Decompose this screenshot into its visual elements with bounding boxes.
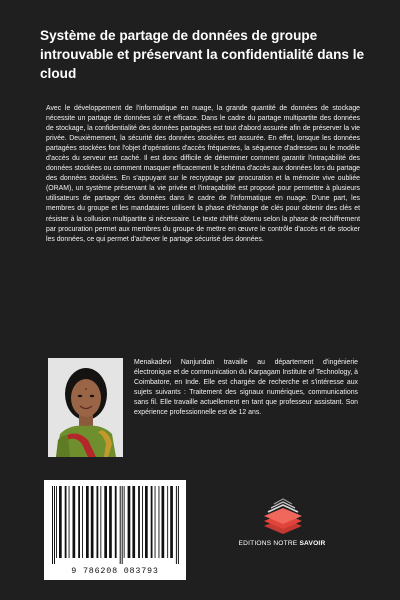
publisher-name xyxy=(222,540,342,547)
barcode-bar xyxy=(100,486,101,558)
barcode-bar xyxy=(59,486,62,558)
publisher-name-suffix: SAVOIR xyxy=(299,540,326,547)
publisher-logo-icon xyxy=(258,496,308,536)
barcode-bar xyxy=(167,486,168,558)
barcode-bar xyxy=(176,486,177,564)
barcode-bars xyxy=(44,480,186,568)
barcode-bar xyxy=(73,486,76,558)
barcode-bar xyxy=(120,486,121,564)
barcode-bar xyxy=(56,486,57,558)
barcode-bar xyxy=(159,486,160,558)
book-title: Système de partage de données de groupe introuvable et préservant la confidentialité dans le cloud xyxy=(40,28,365,81)
barcode-bar xyxy=(128,486,131,558)
barcode-bar xyxy=(97,486,99,558)
barcode-bar xyxy=(145,486,148,558)
barcode-bar xyxy=(178,486,179,564)
barcode-bar xyxy=(142,486,143,558)
barcode-bar xyxy=(52,486,53,564)
barcode-bar xyxy=(124,486,125,558)
barcode-bar xyxy=(155,486,156,558)
barcode-bar xyxy=(109,486,112,558)
barcode-bar xyxy=(78,486,80,558)
barcode-bar xyxy=(138,486,140,558)
barcode-bar xyxy=(86,486,89,558)
synopsis-text: Avec le développement de l'informatique en nuage, la grande quantité de données de stockage nécessite un partage de données sûr et efficace. Dans le cadre du partage multipartite des données de stockage, la confidentialité des données partagées est tout d'abord assurée afin de préserver la vie privée. Deuxièmement, la sécurité des données stockées est assurée. En effet, lorsque les données partagées stockées font l'objet d'opérations d'accès fréquentes, la séquence d'adresses ou le modèle d'accès du serveur est caché. Il est donc difficile de déterminer comment garantir l'intraçabilité des données stockées ou comment masquer efficacement le schéma d'accès aux données lors du partage des données stockées. En s'appuyant sur le recryptage par procuration et la mémoire vive oubliée (ORAM), un système préservant la vie privée et l'intraçabilité est proposé pour permettre à plusieurs utilisateurs de partager des données dans le cadre de l'informatique en nuage. D'une part, les membres du groupe et les mandataires utilisent la phase d'échange de clés pour obtenir des clés et résister à la collusion multipartite si nécessaire. Le texte chiffré obtenu selon la phase de rechiffrement par procuration permet aux membres du groupe de mettre en œuvre le contrôle d'accès et de stocker les données, ce qui permet d'achever le partage sécurisé des données. xyxy=(46,105,360,243)
author-photo xyxy=(48,358,123,457)
barcode-bar xyxy=(122,486,123,564)
barcode-bar xyxy=(69,486,70,558)
barcode-bar xyxy=(170,486,173,558)
barcode-bar xyxy=(82,486,83,558)
barcode-bar xyxy=(115,486,117,558)
isbn-digits: 9 786208 083793 xyxy=(71,566,159,576)
barcode-bar xyxy=(104,486,107,558)
publisher-name-prefix: EDITIONS NOTRE xyxy=(238,540,300,547)
barcode-bar xyxy=(151,486,153,558)
barcode-bar xyxy=(54,486,55,564)
barcode-bar xyxy=(65,486,67,558)
author-portrait-image xyxy=(48,358,123,457)
author-biography: Menakadevi Nanjundan travaille au département d'ingénierie électronique et de communication du Karpagam Institute of Technology, à Coimbatore, en Inde. Elle est chargée de recherche et s'intéresse aux sujets suivants : Traitement des signaux numériques, communications sans fil. Elle travaille actuellement en tant que professeur assistant. Son expérience professionnelle est de 12 ans. xyxy=(134,359,358,417)
barcode-bar xyxy=(91,486,94,558)
barcode-bar xyxy=(162,486,165,558)
barcode-bar xyxy=(132,486,135,558)
isbn-barcode xyxy=(44,480,186,580)
